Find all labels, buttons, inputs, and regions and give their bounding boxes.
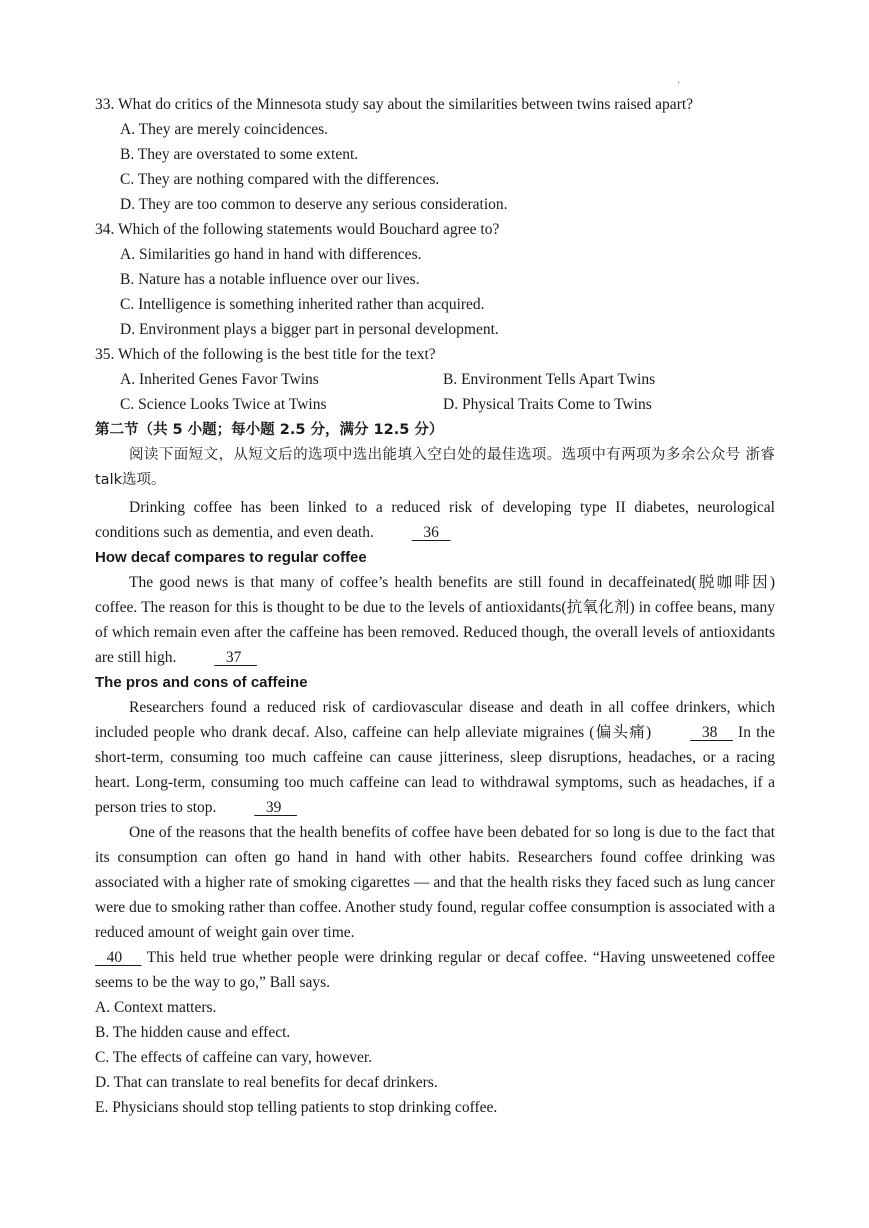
passage-p3a-text: Researchers found a reduced risk of cardiovascular disease and death in all coffee drinkers, which included people who drank decaf. Also, caffeine can help alleviate migraines (偏头痛) (95, 699, 775, 741)
passage-p2-text: The good news is that many of coffee’s health benefits are still found in decaffeinated(脱咖啡因) coffee. The reason for this is thought to be due to the levels of antioxidants(抗氧化剂) in coffee beans, many of which remain even after the caffeine has been removed. Reduced though, the overall levels of antioxidants are still high. (95, 574, 775, 666)
blank-38: 38 (690, 724, 733, 741)
blank-37: 37 (214, 649, 257, 666)
q35-option-c: C. Science Looks Twice at Twins (120, 396, 327, 413)
choice-c: C. The effects of caffeine can vary, however. (95, 1049, 373, 1066)
choice-d: D. That can translate to real benefits for decaf drinkers. (95, 1074, 438, 1091)
passage-p4-text: One of the reasons that the health benefits of coffee have been debated for so long is due to the fact that its consumption can often go hand in hand with other habits. Researchers found coffee drinking was associated with a higher rate of smoking cigarettes — and that the health risks they faced such as lung cancer were due to smoking rather than coffee. Another study found, regular coffee consumption is associated with a reduced amount of weight gain over time. (95, 824, 775, 941)
passage-paragraph-3 (95, 695, 775, 820)
section-2-title: 第二节（共 5 小题；每小题 2.5 分，满分 12.5 分） (95, 422, 444, 438)
section-2-instructions: 阅读下面短文，从短文后的选项中选出能填入空白处的最佳选项。选项中有两项为多余公众号 浙睿talk选项。 (95, 447, 775, 488)
passage-paragraph-4 (95, 820, 775, 945)
passage-paragraph-5 (95, 945, 775, 995)
heading-decaf-vs-regular: How decaf compares to regular coffee (95, 549, 367, 566)
question-34-stem: 34. Which of the following statements would Bouchard agree to? (95, 221, 500, 238)
passage-paragraph-2 (95, 570, 775, 670)
choice-a: A. Context matters. (95, 999, 217, 1016)
passage-paragraph-1 (95, 495, 775, 545)
blank-39: 39 (254, 799, 297, 816)
q34-option-d: D. Environment plays a bigger part in personal development. (120, 321, 499, 338)
passage-p3b-text: In the short-term, consuming too much caffeine can cause jitteriness, sleep disruptions, headaches, or a racing heart. Long-term, consuming too much caffeine can lead to withdrawal symptoms, such as headaches, if a person tries to stop. (95, 724, 776, 816)
q34-option-c: C. Intelligence is something inherited rather than acquired. (120, 296, 485, 313)
passage-p1-text: Drinking coffee has been linked to a reduced risk of developing type II diabetes, neurological conditions such as dementia, and even death. (95, 499, 775, 541)
choice-e: E. Physicians should stop telling patients to stop drinking coffee. (95, 1099, 498, 1116)
q35-options-row-2 (95, 392, 775, 417)
exam-page (95, 92, 775, 1120)
q33-option-b: B. They are overstated to some extent. (120, 146, 359, 163)
q35-option-b: B. Environment Tells Apart Twins (443, 371, 656, 388)
q35-option-a: A. Inherited Genes Favor Twins (120, 371, 319, 388)
heading-pros-and-cons: The pros and cons of caffeine (95, 674, 308, 691)
blank-40: 40 (95, 949, 142, 966)
q35-option-d: D. Physical Traits Come to Twins (443, 396, 652, 413)
stray-mark: ' (678, 80, 680, 90)
choice-b: B. The hidden cause and effect. (95, 1024, 291, 1041)
q35-options-row-1 (95, 367, 775, 392)
blank-36: 36 (411, 524, 451, 541)
q33-option-a: A. They are merely coincidences. (120, 121, 329, 138)
passage-p5-text: This held true whether people were drinking regular or decaf coffee. “Having unsweetened coffee seems to be the way to go,” Ball says. (95, 949, 775, 991)
q33-option-c: C. They are nothing compared with the differences. (120, 171, 440, 188)
q34-option-b: B. Nature has a notable influence over our lives. (120, 271, 420, 288)
question-33-stem: 33. What do critics of the Minnesota study say about the similarities between twins raised apart? (95, 96, 694, 113)
q33-option-d: D. They are too common to deserve any serious consideration. (120, 196, 508, 213)
question-35-stem: 35. Which of the following is the best title for the text? (95, 346, 436, 363)
q34-option-a: A. Similarities go hand in hand with differences. (120, 246, 422, 263)
